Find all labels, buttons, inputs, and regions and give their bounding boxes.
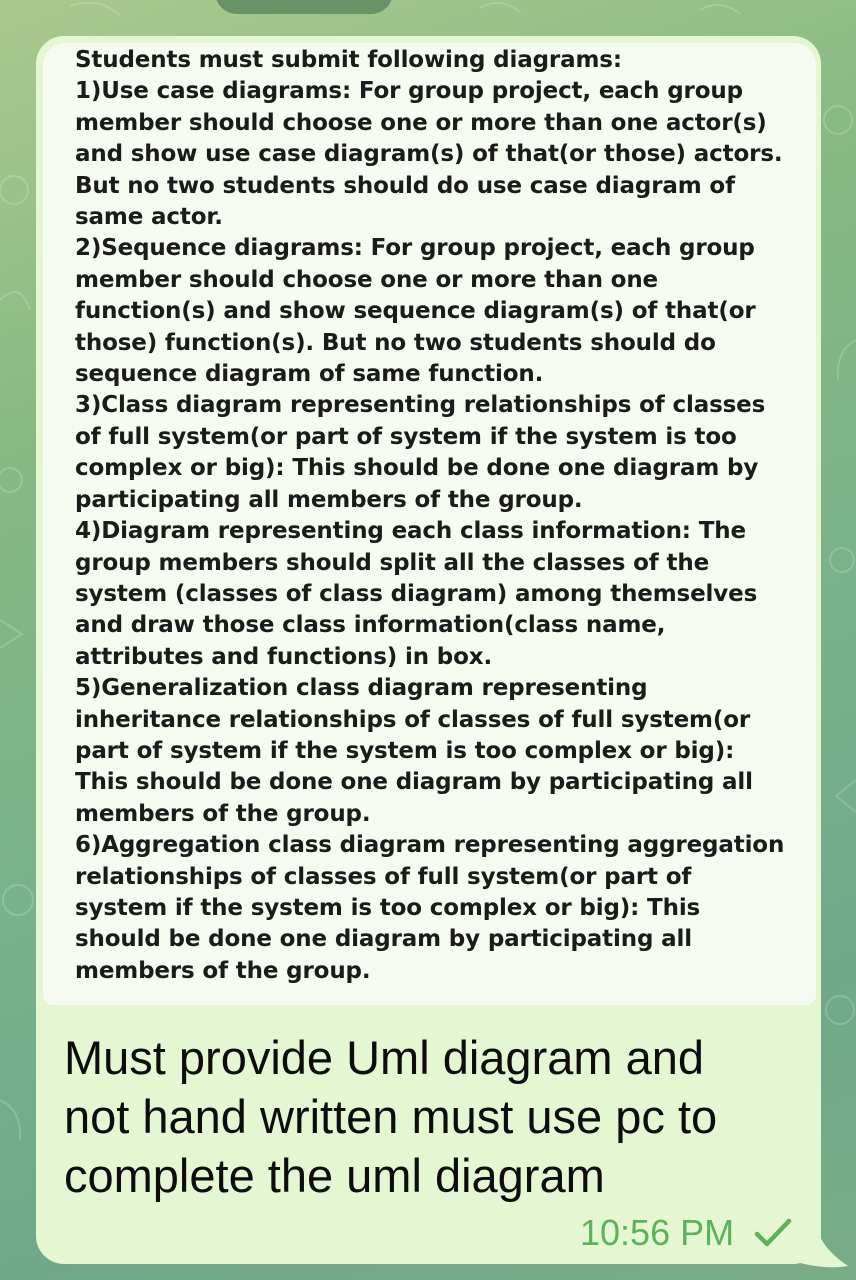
quote-line: part of system if the system is too complex or big): (75, 737, 735, 764)
quote-line: system if the system is too complex or big): This (75, 894, 701, 921)
single-check-icon (754, 1217, 792, 1249)
message-line: Must provide Uml diagram and (64, 1031, 704, 1084)
quote-line: 2)Sequence diagrams: For group project, each group (75, 235, 755, 262)
quote-line: those) function(s). But no two students should do (75, 329, 716, 356)
message-time: 10:56 PM (580, 1212, 735, 1253)
date-pill (215, 0, 393, 14)
quote-line: members of the group. (75, 800, 371, 827)
message-line: not hand written must use pc to (64, 1090, 718, 1143)
quote-line: inheritance relationships of classes of full system(or (75, 706, 751, 733)
quote-line: 6)Aggregation class diagram representing aggregation (75, 832, 785, 859)
quote-line: 1)Use case diagrams: For group project, each group (75, 78, 743, 105)
quote-line: member should choose one or more than one (75, 266, 658, 293)
quote-line: participating all members of the group. (75, 486, 583, 513)
quote-line: same actor. (75, 204, 223, 231)
quote-line: function(s) and show sequence diagram(s) of that(or (75, 298, 756, 325)
quote-line: and show use case diagram(s) of that(or those) actors. (75, 141, 783, 168)
quote-line: 5)Generalization class diagram representing (75, 675, 648, 702)
quote-line: group members should split all the classes of the (75, 549, 710, 576)
bubble-tail (796, 1222, 856, 1272)
quote-line: 4)Diagram representing each class information: The (75, 518, 746, 545)
quote-line: complex or big): This should be done one diagram by (75, 455, 759, 482)
quote-line: should be done one diagram by participating all (75, 926, 692, 953)
message-meta (580, 1208, 792, 1258)
quote-line: attributes and functions) in box. (75, 643, 493, 670)
quoted-message[interactable] (43, 43, 816, 1005)
quote-line: sequence diagram of same function. (75, 361, 544, 388)
quote-line: 3)Class diagram representing relationships of classes (75, 392, 766, 419)
quote-line: and draw those class information(class name, (75, 612, 666, 639)
message-line: complete the uml diagram (64, 1149, 605, 1202)
quote-line: Students must submit following diagrams: (75, 47, 622, 73)
quote-line: This should be done one diagram by participating all (75, 769, 753, 796)
quote-line: members of the group. (75, 957, 371, 984)
message-body (64, 1028, 804, 1205)
quote-line: of full system(or part of system if the system is too (75, 423, 737, 450)
quote-line: member should choose one or more than one actor(s) (75, 109, 767, 136)
quote-line: relationships of classes of full system(or part of (75, 863, 692, 890)
quote-line: But no two students should do use case diagram of (75, 172, 735, 199)
quote-line: system (classes of class diagram) among themselves (75, 580, 758, 607)
